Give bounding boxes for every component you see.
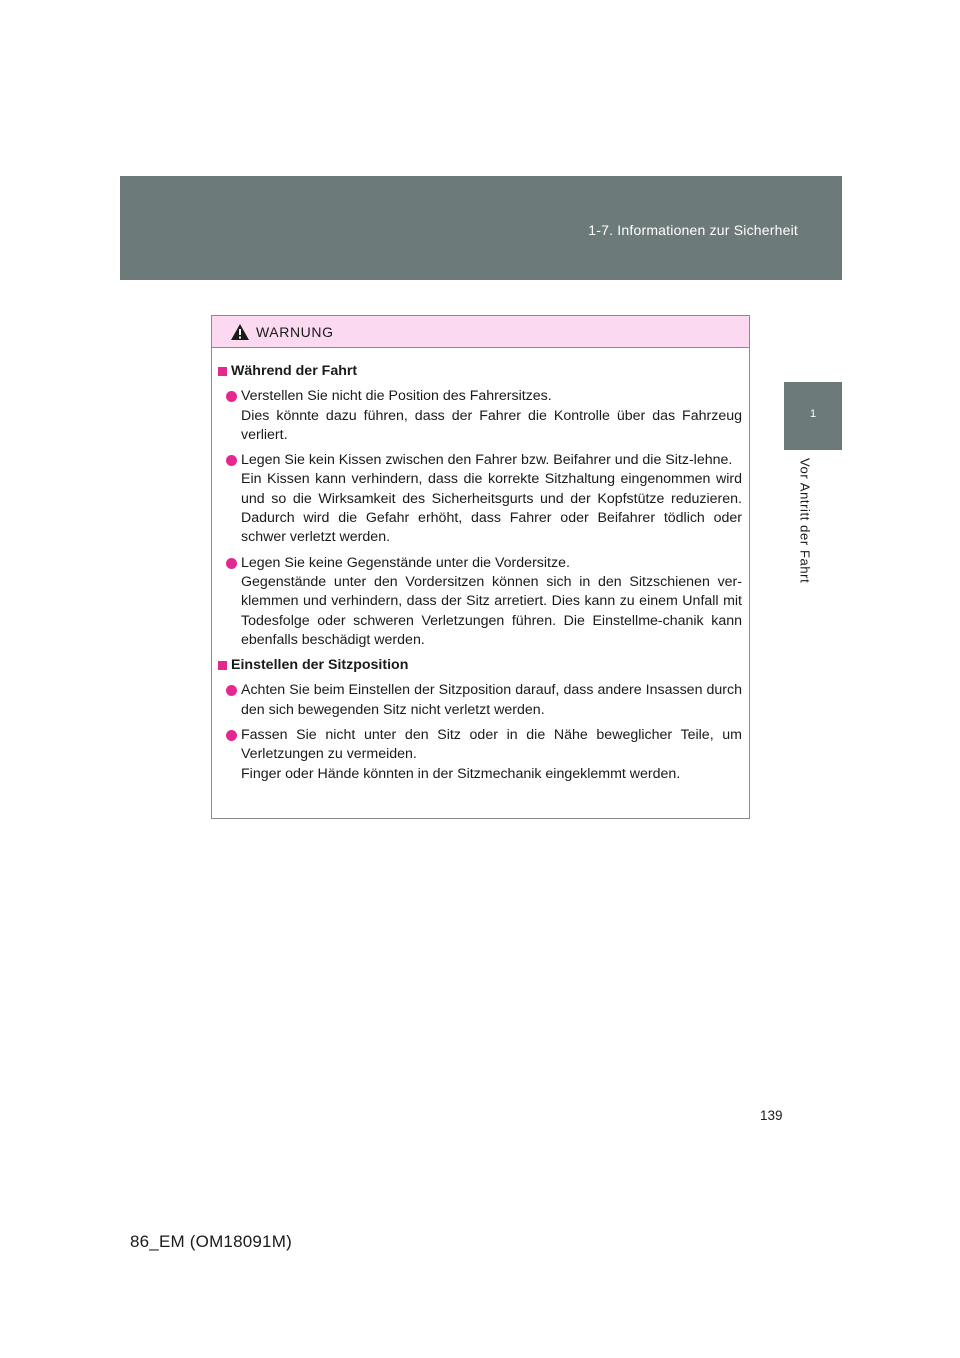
round-bullet-icon bbox=[226, 455, 237, 466]
section-heading bbox=[218, 362, 742, 381]
warning-triangle-icon bbox=[230, 323, 250, 341]
item-text: Dies könnte dazu führen, dass der Fahrer die Kontrolle über das Fahrzeug verliert. bbox=[241, 407, 742, 443]
item-text: Gegenstände unter den Vordersitzen können sich in den Sitzschienen ver-klemmen und verhindern, dass der Sitz arretiert. Dies kann zu einem Unfall mit Todesfolge oder schweren Verletzungen führen. Die Einstellme-chanik kann ebenfalls beschädigt werden. bbox=[241, 573, 742, 648]
warning-content bbox=[212, 348, 749, 784]
warning-list-item bbox=[218, 681, 742, 720]
warning-list-item bbox=[218, 387, 742, 445]
page-number: 139 bbox=[760, 1108, 783, 1123]
round-bullet-icon bbox=[226, 558, 237, 569]
item-text: Ein Kissen kann verhindern, dass die korrekte Sitzhaltung eingenommen wird und so die Wirksamkeit des Sicherheitsgurts und der Kopfstütze reduzieren. Dadurch wird die Gefahr erhöht, dass Fahrer oder Beifahrer tödlich oder schwer verletzt werden. bbox=[241, 471, 742, 546]
warning-list-item bbox=[218, 451, 742, 547]
section-header-band bbox=[120, 176, 842, 280]
footer-code: 86_EM (OM18091M) bbox=[130, 1232, 292, 1251]
square-bullet-icon bbox=[218, 661, 227, 670]
chapter-number: 1 bbox=[809, 408, 817, 420]
section-title: 1-7. Informationen zur Sicherheit bbox=[588, 222, 798, 238]
chapter-label: Vor Antritt der Fahrt bbox=[797, 458, 813, 584]
warning-box bbox=[211, 315, 750, 819]
item-text: Fassen Sie nicht unter den Sitz oder in die Nähe beweglicher Teile, um Verletzungen zu vermeiden. bbox=[241, 727, 742, 763]
item-text: Legen Sie keine Gegenstände unter die Vordersitze. bbox=[241, 554, 570, 571]
round-bullet-icon bbox=[226, 391, 237, 402]
round-bullet-icon bbox=[226, 685, 237, 696]
warning-header bbox=[212, 316, 749, 348]
chapter-tab bbox=[784, 382, 842, 450]
warning-title: WARNUNG bbox=[256, 324, 334, 340]
warning-list-item bbox=[218, 726, 742, 784]
section-heading bbox=[218, 656, 742, 675]
item-text: Achten Sie beim Einstellen der Sitzposition darauf, dass andere Insassen durch den sich bewegenden Sitz nicht verletzt werden. bbox=[241, 682, 742, 718]
square-bullet-icon bbox=[218, 367, 227, 376]
section-heading-text: Während der Fahrt bbox=[231, 363, 358, 379]
warning-list-item bbox=[218, 554, 742, 650]
round-bullet-icon bbox=[226, 730, 237, 741]
chapter-label-container bbox=[784, 458, 842, 598]
item-text: Legen Sie kein Kissen zwischen den Fahrer bzw. Beifahrer und die Sitz-lehne. bbox=[241, 452, 733, 469]
item-text: Finger oder Hände könnten in der Sitzmechanik eingeklemmt werden. bbox=[241, 765, 681, 782]
section-heading-text: Einstellen der Sitzposition bbox=[231, 657, 409, 674]
item-text: Verstellen Sie nicht die Position des Fahrersitzes. bbox=[241, 388, 552, 405]
